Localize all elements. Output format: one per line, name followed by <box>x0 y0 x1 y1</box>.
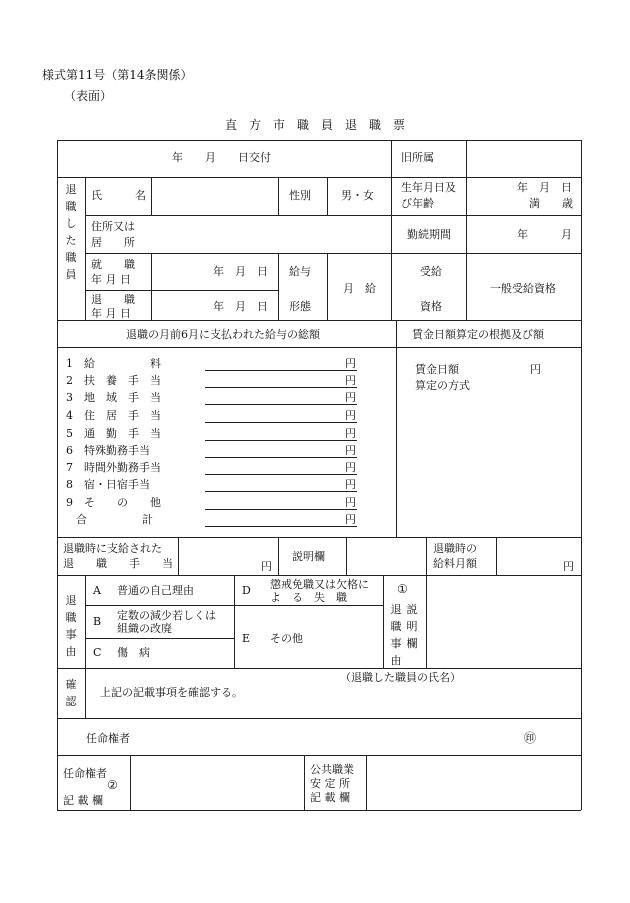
page-title: 直 方 市 職 員 退 職 票 <box>224 118 405 132</box>
pay-form-value: 月 給 <box>343 282 376 295</box>
dob-label-2: び年齢 <box>401 197 434 210</box>
retire-date-value: 年 月 日 <box>213 300 268 313</box>
salary-item-unit: 円 <box>345 391 356 404</box>
daily-wage-unit: 円 <box>530 363 541 376</box>
salary-item-unit: 円 <box>345 444 356 457</box>
reason-side-label: 退職事由 <box>65 594 77 659</box>
confirm-side-label: 確認 <box>65 678 77 709</box>
explain-label-1: 退職事由 <box>390 603 402 668</box>
salary-item-label: 4 住 居 手 当 <box>66 409 161 422</box>
appointer-entry-number: ② <box>107 778 118 792</box>
reason-b-text-1: 定数の減少若しくは <box>117 609 216 622</box>
benefit-value: 一般受給資格 <box>490 282 556 295</box>
benefit-label-1: 受給 <box>420 265 442 278</box>
dob-value-1: 年 月 日 <box>517 181 572 194</box>
issue-date: 年 月 日交付 <box>172 151 271 164</box>
salary-item-label: 8 宿・日宿手当 <box>66 478 150 491</box>
dob-label-1: 生年月日及 <box>401 181 456 194</box>
hire-label-1: 就 職 <box>91 258 135 271</box>
salary-item-label: 7 時間外勤務手当 <box>66 461 161 474</box>
salary-item-label: 5 通 勤 手 当 <box>66 427 161 440</box>
retirement-pay-unit: 円 <box>261 560 272 573</box>
name-label: 氏 名 <box>91 189 146 202</box>
dob-value-2: 満 歳 <box>529 197 573 210</box>
retire-label-2: 年 月 日 <box>91 307 131 320</box>
reason-d-text-1: 懲戒免職又は欠格に <box>270 578 369 591</box>
explain-number: ① <box>397 582 408 596</box>
reason-b-letter: B <box>93 615 102 628</box>
salary-item-label: 6 特殊勤務手当 <box>66 444 150 457</box>
daily-wage-label: 賃金日額 <box>415 363 459 376</box>
hire-label-2: 年 月 日 <box>91 273 131 286</box>
daily-wage-header: 賃金日額算定の根拠及び額 <box>412 328 544 341</box>
salary-total-label: 合 計 <box>76 513 153 526</box>
pay-form-label-1: 給与 <box>289 265 311 278</box>
monthly-pay-unit: 円 <box>563 560 574 573</box>
reason-e-text: その他 <box>270 632 303 645</box>
salary-item-label: 3 地 域 手 当 <box>66 391 161 404</box>
gender-value: 男・女 <box>341 189 374 202</box>
appointer-label: 任命権者 <box>86 732 130 745</box>
reason-a-text: 普通の自己理由 <box>117 584 194 597</box>
salary-item-unit: 円 <box>345 374 356 387</box>
pay-form-label-2: 形態 <box>289 300 311 313</box>
explain-label-2: 説明欄 <box>406 603 418 651</box>
seal-mark: ㊞ <box>524 731 537 745</box>
monthly-pay-label-2: 給料月額 <box>433 557 477 570</box>
reason-d-text-2: よ る 失 職 <box>270 591 347 604</box>
address-label-1: 住所又は <box>91 220 135 233</box>
benefit-label-2: 資格 <box>420 300 442 313</box>
salary-item-unit: 円 <box>345 461 356 474</box>
gender-label: 性別 <box>289 189 311 202</box>
salary-item-unit: 円 <box>345 496 356 509</box>
appointer-entry-label-2: 記 載 欄 <box>63 794 103 807</box>
retirement-pay-label-1: 退職時に支給された <box>63 542 162 555</box>
salary-item-unit: 円 <box>345 478 356 491</box>
confirm-text: 上記の記載事項を確認する。 <box>100 686 243 699</box>
former-dept-label: 旧所属 <box>401 151 434 164</box>
monthly-pay-label-1: 退職時の <box>433 542 477 555</box>
salary-item-unit: 円 <box>345 357 356 370</box>
salary-item-label: 9 そ の 他 <box>66 496 161 509</box>
hire-date-value: 年 月 日 <box>213 265 268 278</box>
reason-d-letter: D <box>242 584 251 597</box>
form-number: 様式第11号（第14条関係） <box>42 68 193 82</box>
employment-office-label-1: 公共職業 <box>310 763 354 776</box>
reason-a-letter: A <box>93 584 101 597</box>
service-value: 年 月 <box>517 228 572 241</box>
service-label: 勤続期間 <box>407 228 451 241</box>
employment-office-label-2: 安 定 所 <box>310 777 350 790</box>
retiree-side-label: 退職した職員 <box>65 183 77 282</box>
retiree-name-note: （退職した職員の氏名） <box>340 671 461 684</box>
salary-total-unit: 円 <box>345 513 356 526</box>
salary-item-label: 2 扶 養 手 当 <box>66 374 161 387</box>
reason-c-text: 傷 病 <box>117 646 150 659</box>
retire-label-1: 退 職 <box>91 293 135 306</box>
appointer-entry-label-1: 任命権者 <box>63 767 107 780</box>
salary-item-label: 1 給 料 <box>66 357 161 370</box>
salary-total-header: 退職の月前6月に支払われた給与の総額 <box>126 328 320 341</box>
calc-method-label: 算定の方式 <box>415 379 470 392</box>
address-label-2: 居 所 <box>91 236 135 249</box>
retirement-pay-label-2: 退 職 手 当 <box>63 557 173 570</box>
salary-item-unit: 円 <box>345 409 356 422</box>
salary-item-unit: 円 <box>345 427 356 440</box>
reason-e-letter: E <box>242 632 251 645</box>
employment-office-label-3: 記 載 欄 <box>310 791 350 804</box>
reason-b-text-2: 組織の改廃 <box>117 622 172 635</box>
side-label: （表面） <box>64 89 113 103</box>
explanation-label: 説明欄 <box>292 550 325 563</box>
reason-c-letter: C <box>93 646 102 659</box>
